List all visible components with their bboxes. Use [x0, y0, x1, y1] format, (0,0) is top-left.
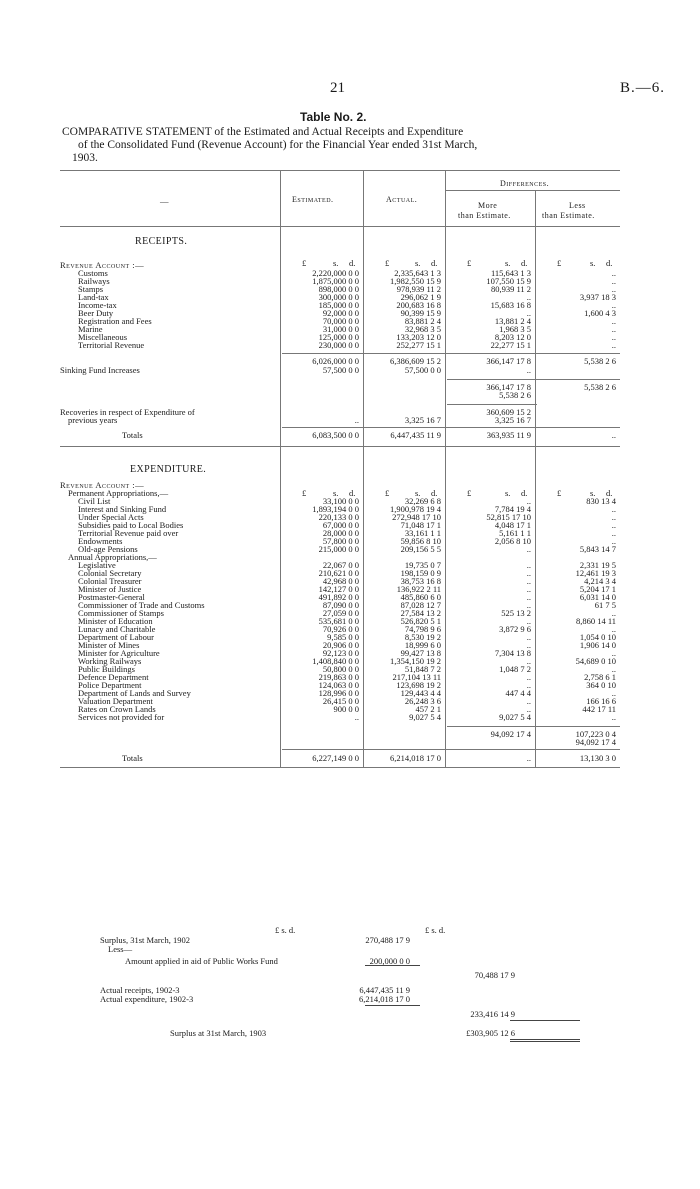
receipt-row-less: ..: [611, 316, 616, 326]
expenditure-row-actual: 27,584 13 2: [400, 608, 441, 618]
receipts-lsd-pound-2: £: [467, 258, 472, 268]
expenditure-row-label: Civil List: [78, 496, 111, 506]
expenditure-row-actual: 33,161 1 1: [404, 528, 441, 538]
expenditure-row-more: 3,872 9 6: [499, 624, 531, 634]
expenditure-row-more: ..: [526, 656, 531, 666]
receipt-row-more: ..: [526, 292, 531, 302]
receipt-row-label: Customs: [78, 268, 108, 278]
receipts-subtotal-more: 366,147 17 8: [486, 356, 531, 366]
expenditure-row-estimated: 900 0 0: [333, 704, 359, 714]
expenditure-row-label: Territorial Revenue paid over: [78, 528, 179, 538]
receipt-row-more: 107,550 15 9: [486, 276, 531, 286]
column-rule-4: [535, 190, 536, 767]
surplus-1902-value: 270,488 17 9: [365, 935, 410, 945]
expenditure-row-actual: 59,856 8 10: [400, 536, 441, 546]
expenditure-row-more: ..: [526, 496, 531, 506]
expenditure-row-more: 7,784 19 4: [494, 504, 531, 514]
summary-net-value: 70,488 17 9: [474, 970, 515, 980]
receipt-row-actual: 133,203 12 0: [396, 332, 441, 342]
expenditure-row-actual: 51,848 7 2: [404, 664, 441, 674]
receipts-totals-less: ..: [611, 430, 616, 440]
receipt-row-less: ..: [611, 324, 616, 334]
expenditure-row-label: Defence Department: [78, 672, 149, 682]
expenditure-row-actual: 123,698 19 2: [396, 680, 441, 690]
expenditure-heading: EXPENDITURE.: [130, 464, 207, 475]
expenditure-row-label: Legislative: [78, 560, 116, 570]
expenditure-row-less: 830 13 4: [586, 496, 616, 506]
receipt-row-label: Registration and Fees: [78, 316, 152, 326]
expenditure-row-actual: 457 2 1: [415, 704, 441, 714]
receipts-totals-rule: [282, 427, 620, 428]
expenditure-lsd-pound-2: £: [467, 488, 472, 498]
receipt-row-more: 15,683 16 8: [490, 300, 531, 310]
expenditure-row-more: 5,161 1 1: [499, 528, 531, 538]
receipt-row-less: ..: [611, 276, 616, 286]
receipt-row-estimated: 92,000 0 0: [322, 308, 359, 318]
receipts-lsd-s-2: s.: [505, 258, 511, 268]
receipt-row-label: Railways: [78, 276, 110, 286]
actual-expenditure-value: 6,214,018 17 0: [359, 994, 410, 1004]
expenditure-row-estimated: 28,000 0 0: [322, 528, 359, 538]
receipts-bottom-rule: [60, 446, 620, 447]
permanent-appropriations-label: Permanent Appropriations,—: [68, 488, 169, 498]
expenditure-row-more: ..: [526, 672, 531, 682]
expenditure-lsd-s-2: s.: [505, 488, 511, 498]
expenditure-row-less: ..: [611, 608, 616, 618]
estimated-header: Estimated.: [292, 195, 334, 204]
expenditure-totals-label: Totals: [122, 753, 143, 763]
expenditure-lsd-pound-1: £: [385, 488, 390, 498]
actual-receipts-value: 6,447,435 11 9: [359, 985, 410, 995]
expenditure-row-actual: 217,104 13 11: [392, 672, 441, 682]
expenditure-row-actual: 198,159 0 9: [400, 568, 441, 578]
expenditure-row-less: ..: [611, 664, 616, 674]
receipts-subtotal-actual: 6,386,609 15 2: [390, 356, 441, 366]
expenditure-row-label: Lunacy and Charitable: [78, 624, 156, 634]
summary-lsd-1: £ s. d.: [275, 925, 296, 935]
expenditure-lsd-d-2: d.: [521, 488, 528, 498]
expenditure-row-less: 166 16 6: [586, 696, 616, 706]
expenditure-lsd-s-3: s.: [590, 488, 596, 498]
expenditure-row-more: 2,056 8 10: [494, 536, 531, 546]
receipts-totals-actual: 6,447,435 11 9: [390, 430, 441, 440]
receipt-row-estimated: 125,000 0 0: [318, 332, 359, 342]
receipts-subtotal-estimated: 6,026,000 0 0: [312, 356, 359, 366]
summary-diff-value: 233,416 14 9: [470, 1009, 515, 1019]
expenditure-row-estimated: ..: [354, 712, 359, 722]
receipt-row-estimated: 898,000 0 0: [318, 284, 359, 294]
expenditure-row-estimated: 124,063 0 0: [318, 680, 359, 690]
expenditure-row-less: ..: [611, 536, 616, 546]
receipt-row-more: 13,881 2 4: [494, 316, 531, 326]
expenditure-row-less: ..: [611, 624, 616, 634]
expenditure-row-actual: 99,427 13 8: [400, 648, 441, 658]
expenditure-row-actual: 18,999 6 0: [404, 640, 441, 650]
actual-expenditure-label: Actual expenditure, 1902-3: [100, 994, 194, 1004]
expenditure-row-label: Services not provided for: [78, 712, 165, 722]
expenditure-totals-actual: 6,214,018 17 0: [390, 753, 441, 763]
expenditure-row-less: ..: [611, 528, 616, 538]
summary-rule-3: [510, 1020, 580, 1021]
expenditure-row-less: 8,860 14 11: [575, 616, 616, 626]
receipts-lsd-d-1: d.: [431, 258, 438, 268]
expenditure-row-label: Police Department: [78, 680, 142, 690]
expenditure-row-label: Department of Labour: [78, 632, 154, 642]
receipts-lsd-pound-0: £: [302, 258, 307, 268]
surplus-1903-value: £303,905 12 6: [466, 1028, 515, 1038]
receipt-row-estimated: 2,220,000 0 0: [312, 268, 359, 278]
expenditure-row-actual: 136,922 2 11: [396, 584, 441, 594]
expenditure-row-actual: 19,735 0 7: [404, 560, 441, 570]
expenditure-row-actual: 272,948 17 10: [392, 512, 441, 522]
expenditure-revenue-account: Revenue Account :—: [60, 480, 145, 490]
less-header: Less: [569, 201, 586, 210]
expenditure-row-more: ..: [526, 632, 531, 642]
expenditure-row-actual: 9,027 5 4: [409, 712, 441, 722]
expenditure-row-estimated: 57,800 0 0: [322, 536, 359, 546]
table-bottom-rule: [60, 767, 620, 768]
less-label: Less—: [108, 944, 133, 954]
expenditure-row-label: Minister of Education: [78, 616, 153, 626]
receipt-row-more: ..: [526, 308, 531, 318]
receipt-row-less: 3,937 18 3: [579, 292, 616, 302]
receipt-row-actual: 252,277 15 1: [396, 340, 441, 350]
receipt-row-label: Land-tax: [78, 292, 109, 302]
recoveries-more-1: 360,609 15 2: [486, 407, 531, 417]
receipt-row-actual: 83,881 2 4: [404, 316, 441, 326]
expenditure-row-more: ..: [526, 568, 531, 578]
expenditure-totals-more: ..: [526, 753, 531, 763]
receipt-row-actual: 32,968 3 5: [404, 324, 441, 334]
expenditure-row-estimated: 22,067 0 0: [322, 560, 359, 570]
receipt-row-less: ..: [611, 284, 616, 294]
expenditure-row-more: ..: [526, 576, 531, 586]
expenditure-row-estimated: 1,408,840 0 0: [312, 656, 359, 666]
receipt-row-estimated: 70,000 0 0: [322, 316, 359, 326]
expenditure-row-estimated: 50,800 0 0: [322, 664, 359, 674]
more-header-2: than Estimate.: [458, 211, 511, 220]
receipts-net-rule-2: [447, 404, 537, 405]
expenditure-net-more: 94,092 17 4: [490, 729, 531, 739]
expenditure-row-more: ..: [526, 704, 531, 714]
receipt-row-less: ..: [611, 332, 616, 342]
sinking-fund-estimated: 57,500 0 0: [322, 365, 359, 375]
expenditure-row-actual: 129,443 4 4: [400, 688, 441, 698]
expenditure-row-less: 2,331 19 5: [579, 560, 616, 570]
expenditure-row-label: Minister of Mines: [78, 640, 140, 650]
sinking-fund-more: ..: [526, 365, 531, 375]
expenditure-row-actual: 209,156 5 5: [400, 544, 441, 554]
expenditure-row-estimated: 215,000 0 0: [318, 544, 359, 554]
expenditure-row-less: 5,843 14 7: [579, 544, 616, 554]
receipts-lsd-d-2: d.: [521, 258, 528, 268]
receipts-lsd-s-0: s.: [333, 258, 339, 268]
receipts-subtotal-less: 5,538 2 6: [584, 356, 616, 366]
receipt-row-more: 80,939 11 2: [490, 284, 531, 294]
document-reference: B.—6.: [620, 80, 666, 96]
expenditure-row-estimated: 42,968 0 0: [322, 576, 359, 586]
public-works-value: 200,000 0 0: [369, 956, 410, 966]
receipt-row-label: Territorial Revenue: [78, 340, 145, 350]
receipt-row-less: ..: [611, 268, 616, 278]
expenditure-row-label: Endowments: [78, 536, 123, 546]
expenditure-row-estimated: 128,996 0 0: [318, 688, 359, 698]
receipts-revenue-account: Revenue Account :—: [60, 260, 145, 270]
expenditure-row-more: 4,048 17 1: [494, 520, 531, 530]
receipts-totals-more: 363,935 11 9: [486, 430, 531, 440]
receipt-row-actual: 90,399 15 9: [400, 308, 441, 318]
receipt-row-label: Miscellaneous: [78, 332, 128, 342]
sinking-fund-actual: 57,500 0 0: [404, 365, 441, 375]
expenditure-row-actual: 87,028 12 7: [400, 600, 441, 610]
expenditure-row-actual: 526,820 5 1: [400, 616, 441, 626]
receipts-lsd-pound-1: £: [385, 258, 390, 268]
receipt-row-label: Stamps: [78, 284, 104, 294]
expenditure-row-label: Colonial Secretary: [78, 568, 142, 578]
receipt-row-estimated: 185,000 0 0: [318, 300, 359, 310]
expenditure-row-actual: 71,048 17 1: [400, 520, 441, 530]
receipts-lsd-d-3: d.: [606, 258, 613, 268]
recoveries-estimated: ..: [354, 415, 359, 425]
summary-double-rule-b: [510, 1041, 580, 1042]
expenditure-row-less: 5,204 17 1: [579, 584, 616, 594]
expenditure-row-less: 1,054 0 10: [579, 632, 616, 642]
expenditure-row-less: ..: [611, 712, 616, 722]
expenditure-row-estimated: 1,893,194 0 0: [312, 504, 359, 514]
recoveries-more-2: 3,325 16 7: [494, 415, 531, 425]
surplus-1902-label: Surplus, 31st March, 1902: [100, 935, 190, 945]
receipt-row-estimated: 1,875,000 0 0: [312, 276, 359, 286]
expenditure-totals-rule: [282, 749, 620, 750]
expenditure-row-less: 2,758 6 1: [584, 672, 616, 682]
expenditure-row-more: 7,304 13 8: [494, 648, 531, 658]
expenditure-row-more: ..: [526, 584, 531, 594]
table-top-rule: [60, 170, 620, 171]
expenditure-row-more: ..: [526, 592, 531, 602]
receipts-net-more-1: 366,147 17 8: [486, 382, 531, 392]
expenditure-row-label: Commissioner of Stamps: [78, 608, 164, 618]
expenditure-row-more: ..: [526, 560, 531, 570]
expenditure-row-less: 61 7 5: [594, 600, 616, 610]
expenditure-row-estimated: 20,906 0 0: [322, 640, 359, 650]
expenditure-row-actual: 74,798 9 6: [404, 624, 441, 634]
expenditure-row-actual: 1,900,978 19 4: [390, 504, 441, 514]
summary-rule-2: [365, 1005, 420, 1006]
more-header: More: [478, 201, 498, 210]
expenditure-net-rule: [447, 726, 620, 727]
expenditure-lsd-d-3: d.: [606, 488, 613, 498]
expenditure-row-more: 52,815 17 10: [486, 512, 531, 522]
receipt-row-actual: 1,982,550 15 9: [390, 276, 441, 286]
expenditure-row-estimated: 142,127 0 0: [318, 584, 359, 594]
column-rule-3: [445, 170, 446, 767]
column-rule-1: [280, 170, 281, 767]
receipts-subtotal-rule: [282, 353, 620, 354]
expenditure-lsd-s-0: s.: [333, 488, 339, 498]
page-number: 21: [330, 80, 345, 96]
expenditure-row-more: ..: [526, 696, 531, 706]
expenditure-row-label: Public Buildings: [78, 664, 135, 674]
expenditure-row-estimated: 87,090 0 0: [322, 600, 359, 610]
sinking-fund-label: Sinking Fund Increases: [60, 365, 140, 375]
receipt-row-label: Beer Duty: [78, 308, 114, 318]
column-rule-2: [363, 170, 364, 767]
title-line-3: 1903.: [72, 152, 98, 164]
less-header-2: than Estimate.: [542, 211, 595, 220]
expenditure-row-estimated: 33,100 0 0: [322, 496, 359, 506]
expenditure-row-estimated: 219,863 0 0: [318, 672, 359, 682]
expenditure-net-less-2: 94,092 17 4: [575, 737, 616, 747]
expenditure-row-actual: 26,248 3 6: [404, 696, 441, 706]
expenditure-row-less: 12,461 19 3: [575, 568, 616, 578]
public-works-label: Amount applied in aid of Public Works Fund: [125, 956, 278, 966]
receipt-row-estimated: 230,000 0 0: [318, 340, 359, 350]
receipts-lsd-s-1: s.: [415, 258, 421, 268]
annual-appropriations-label: Annual Appropriations,—: [68, 552, 157, 562]
expenditure-row-more: ..: [526, 640, 531, 650]
expenditure-row-less: ..: [611, 520, 616, 530]
receipt-row-less: 1,600 4 3: [584, 308, 616, 318]
expenditure-lsd-pound-3: £: [557, 488, 562, 498]
receipts-net-more-2: 5,538 2 6: [499, 390, 531, 400]
expenditure-row-label: Interest and Sinking Fund: [78, 504, 167, 514]
summary-rule-1: [365, 965, 420, 966]
expenditure-row-label: Under Special Acts: [78, 512, 144, 522]
table-number: Table No. 2.: [300, 110, 367, 124]
expenditure-row-less: 364 0 10: [586, 680, 616, 690]
receipt-row-more: 115,643 1 3: [490, 268, 531, 278]
differences-header: Differences.: [500, 179, 550, 188]
expenditure-row-estimated: 67,000 0 0: [322, 520, 359, 530]
receipt-row-actual: 978,939 11 2: [396, 284, 441, 294]
expenditure-row-less: ..: [611, 512, 616, 522]
expenditure-totals-less: 13,130 3 0: [579, 753, 616, 763]
receipts-lsd-s-3: s.: [590, 258, 596, 268]
comparative-statement-table: [60, 170, 620, 870]
expenditure-row-less: 6,031 14 0: [579, 592, 616, 602]
expenditure-row-more: ..: [526, 600, 531, 610]
expenditure-row-more: 525 13 2: [501, 608, 531, 618]
receipt-row-actual: 200,683 16 8: [396, 300, 441, 310]
expenditure-row-estimated: 210,621 0 0: [318, 568, 359, 578]
receipt-row-label: Marine: [78, 324, 103, 334]
receipts-lsd-d-0: d.: [349, 258, 356, 268]
receipt-row-estimated: 31,000 0 0: [322, 324, 359, 334]
receipt-row-actual: 2,335,643 1 3: [394, 268, 441, 278]
receipts-net-rule: [447, 379, 620, 380]
actual-receipts-label: Actual receipts, 1902-3: [100, 985, 180, 995]
expenditure-row-label: Department of Lands and Survey: [78, 688, 191, 698]
receipt-row-more: 22,277 15 1: [490, 340, 531, 350]
expenditure-lsd-d-1: d.: [431, 488, 438, 498]
recoveries-actual: 3,325 16 7: [404, 415, 441, 425]
recoveries-label-2: previous years: [68, 415, 118, 425]
expenditure-row-label: Old-age Pensions: [78, 544, 138, 554]
expenditure-row-less: ..: [611, 648, 616, 658]
expenditure-row-more: 447 4 4: [505, 688, 531, 698]
receipts-lsd-pound-3: £: [557, 258, 562, 268]
recoveries-label-1: Recoveries in respect of Expenditure of: [60, 407, 195, 417]
expenditure-row-more: 1,048 7 2: [499, 664, 531, 674]
expenditure-row-label: Postmaster-General: [78, 592, 145, 602]
expenditure-lsd-s-1: s.: [415, 488, 421, 498]
expenditure-row-actual: 38,753 16 8: [400, 576, 441, 586]
expenditure-lsd-pound-0: £: [302, 488, 307, 498]
receipt-row-estimated: 300,000 0 0: [318, 292, 359, 302]
expenditure-row-estimated: 535,681 0 0: [318, 616, 359, 626]
receipts-totals-estimated: 6,083,500 0 0: [312, 430, 359, 440]
title-line-2: of the Consolidated Fund (Revenue Account) for the Financial Year ended 31st March,: [78, 139, 478, 151]
expenditure-row-estimated: 27,059 0 0: [322, 608, 359, 618]
expenditure-row-more: ..: [526, 680, 531, 690]
expenditure-row-less: ..: [611, 688, 616, 698]
expenditure-row-actual: 32,269 6 8: [404, 496, 441, 506]
expenditure-row-less: 442 17 11: [582, 704, 616, 714]
receipt-row-actual: 296,062 1 9: [400, 292, 441, 302]
header-bottom-rule: [60, 226, 620, 227]
title-line-1: COMPARATIVE STATEMENT of the Estimated and Actual Receipts and Expenditure: [62, 126, 464, 138]
expenditure-row-estimated: 220,133 0 0: [318, 512, 359, 522]
expenditure-row-label: Minister for Agriculture: [78, 648, 160, 658]
receipt-row-more: 8,203 12 0: [494, 332, 531, 342]
expenditure-row-less: ..: [611, 504, 616, 514]
expenditure-row-label: Minister of Justice: [78, 584, 142, 594]
table-heading: [62, 126, 628, 165]
receipts-net-less: 5,538 2 6: [584, 382, 616, 392]
expenditure-lsd-d-0: d.: [349, 488, 356, 498]
expenditure-net-less-1: 107,223 0 4: [575, 729, 616, 739]
expenditure-row-estimated: 491,892 0 0: [318, 592, 359, 602]
expenditure-row-more: ..: [526, 616, 531, 626]
expenditure-row-label: Valuation Department: [78, 696, 153, 706]
expenditure-row-more: ..: [526, 544, 531, 554]
expenditure-row-estimated: 9,585 0 0: [327, 632, 359, 642]
differences-rule: [445, 190, 620, 191]
receipts-heading: RECEIPTS.: [135, 236, 188, 247]
surplus-1903-label: Surplus at 31st March, 1903: [170, 1028, 267, 1038]
expenditure-row-label: Rates on Crown Lands: [78, 704, 156, 714]
expenditure-row-actual: 485,860 6 0: [400, 592, 441, 602]
receipt-row-more: 1,968 3 5: [499, 324, 531, 334]
description-header: —: [160, 196, 169, 206]
receipt-row-label: Income-tax: [78, 300, 117, 310]
summary-double-rule-a: [510, 1039, 580, 1040]
expenditure-row-less: 1,906 14 0: [579, 640, 616, 650]
receipts-totals-label: Totals: [122, 430, 143, 440]
expenditure-row-actual: 8,530 19 2: [404, 632, 441, 642]
expenditure-row-estimated: 26,415 0 0: [322, 696, 359, 706]
expenditure-row-less: 54,689 0 10: [575, 656, 616, 666]
expenditure-row-label: Working Railways: [78, 656, 142, 666]
expenditure-totals-estimated: 6,227,149 0 0: [312, 753, 359, 763]
expenditure-row-label: Commissioner of Trade and Customs: [78, 600, 205, 610]
expenditure-row-estimated: 92,123 0 0: [322, 648, 359, 658]
expenditure-row-actual: 1,354,150 19 2: [390, 656, 441, 666]
summary-lsd-2: £ s. d.: [425, 925, 446, 935]
expenditure-row-more: 9,027 5 4: [499, 712, 531, 722]
expenditure-row-estimated: 70,926 0 0: [322, 624, 359, 634]
expenditure-row-label: Subsidies paid to Local Bodies: [78, 520, 184, 530]
expenditure-row-less: 4,214 3 4: [584, 576, 616, 586]
expenditure-row-label: Colonial Treasurer: [78, 576, 142, 586]
actual-header: Actual.: [386, 195, 418, 204]
receipt-row-less: ..: [611, 300, 616, 310]
receipt-row-less: ..: [611, 340, 616, 350]
